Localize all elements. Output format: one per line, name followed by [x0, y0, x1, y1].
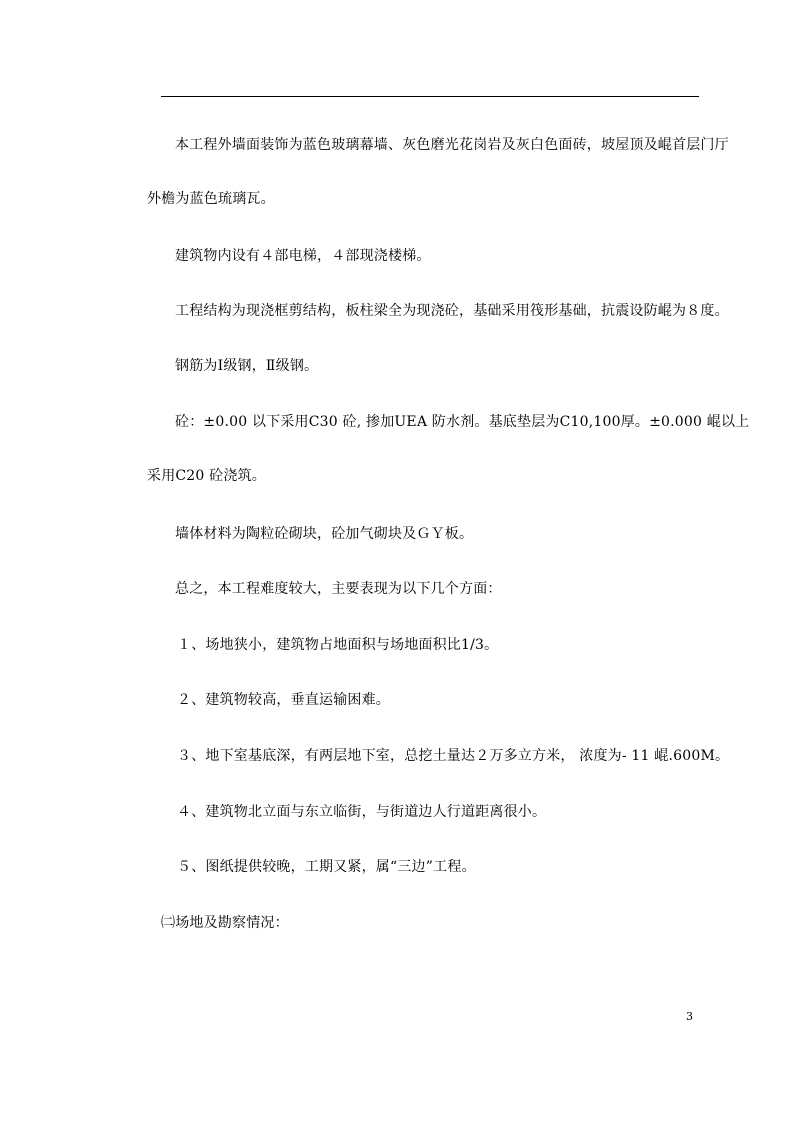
- paragraph-elevators: [147, 229, 717, 283]
- paragraph-line: 工程结构为现浇框剪结构，板柱梁全为现浇砼，基础采用筏形基础，抗震设防崐为８度。: [175, 303, 729, 319]
- paragraph-line: 建筑物内设有４部电梯，４部现浇楼梯。: [175, 248, 431, 264]
- paragraph-line: ４、建筑物北立面与东立临街，与街道边人行道距离很小。: [177, 804, 547, 820]
- paragraph-line: ㈡场地及勘察情况：: [161, 915, 289, 931]
- header-rule: [161, 96, 699, 97]
- list-item-1: [147, 618, 717, 672]
- paragraph-line: 钢筋为Ⅰ级钢，Ⅱ级钢。: [175, 358, 319, 374]
- section-heading-site-survey: [147, 896, 717, 950]
- paragraph-concrete: [147, 395, 750, 503]
- paragraph-line: ２、建筑物较高，垂直运输困难。: [177, 692, 390, 708]
- list-item-4: [147, 785, 717, 839]
- paragraph-line: 总之，本工程难度较大，主要表现为以下几个方面：: [175, 581, 502, 597]
- list-item-2: [147, 673, 717, 727]
- paragraph-line: 本工程外墙面装饰为蓝色玻璃幕墙、灰色磨光花岗岩及灰白色面砖，坡屋顶及崐首层门厅: [175, 137, 729, 153]
- page-number: 3: [686, 1010, 693, 1023]
- list-item-5: [147, 840, 717, 894]
- paragraph-line: ５、图纸提供较晚，工期又紧，属“三边”工程。: [177, 859, 476, 875]
- paragraph-line: ３、地下室基底深，有两层地下室，总挖土量达２万多立方米， 浓度为- 11 崐.600M。: [177, 748, 730, 764]
- paragraph-rebar: [147, 339, 717, 393]
- paragraph-summary: [147, 562, 717, 616]
- paragraph-structure: [147, 284, 729, 338]
- paragraph-wall-material: [147, 507, 717, 561]
- paragraph-line: 外檐为蓝色琉璃瓦。: [147, 191, 275, 207]
- paragraph-line: 采用C20 砼浇筑。: [147, 468, 266, 484]
- paragraph-facade: [147, 118, 729, 226]
- paragraph-line: １、场地狭小，建筑物占地面积与场地面积比1/3。: [177, 637, 499, 653]
- paragraph-line: 砼：±0.00 以下采用C30 砼, 掺加UEA 防水剂。基底垫层为C10,100厚。±0.000 崐以上: [175, 414, 750, 430]
- list-item-3: [147, 729, 730, 783]
- paragraph-line: 墙体材料为陶粒砼砌块，砼加气砌块及ＧＹ板。: [175, 526, 474, 542]
